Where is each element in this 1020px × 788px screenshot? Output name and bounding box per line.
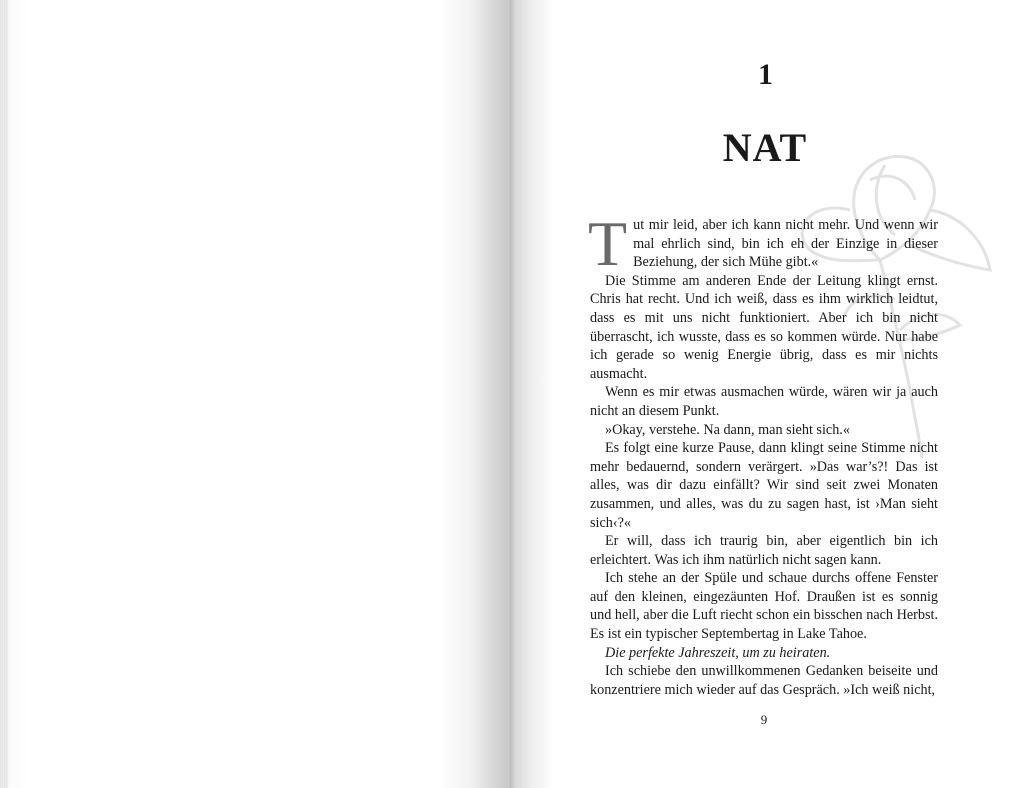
paragraph-5: Es folgt eine kurze Pause, dann klingt seine Stimme nicht mehr bedauernd, sondern verärgert. »Das war’s?! Das ist alles, was dir dazu einfällt? Wir sind seit zwei Monaten zusammen, und alles, was du zu sagen hast, ist ›Man sieht sich‹?« xyxy=(590,440,938,531)
paragraph-6: Er will, dass ich traurig bin, aber eigentlich bin ich erleichtert. Was ich ihm natürlich nicht sagen kann. xyxy=(590,533,938,568)
paragraph-7: Ich stehe an der Spüle und schaue durchs offene Fenster auf den kleinen, eingezäunten Hof. Draußen ist es sonnig und hell, aber die Luft riecht schon ein bisschen nach Herbst. Es ist ein typischer Septembertag in Lake Tahoe. xyxy=(590,570,938,643)
drop-cap: T xyxy=(588,208,628,279)
chapter-text xyxy=(588,208,938,699)
paragraph-4: »Okay, verstehe. Na dann, man sieht sich.« xyxy=(605,421,850,438)
page-number: 9 xyxy=(760,712,768,727)
paragraph-9: Ich schiebe den unwillkommenen Gedanken beiseite und konzentriere mich wieder auf das Gespräch. »Ich weiß nicht, xyxy=(590,663,938,698)
chapter-number: 1 xyxy=(758,58,774,91)
paragraph-1 xyxy=(588,208,938,279)
paragraph-8-italic: Die perfekte Jahreszeit, um zu heiraten. xyxy=(605,644,831,661)
paragraph-2: Die Stimme am anderen Ende der Leitung klingt ernst. Chris hat recht. Und ich weiß, dass es ihm wirklich leidtut, dass es mit uns nicht funktioniert. Aber ich bin nicht überrascht, ich wusste, dass es so kommen würde. Nur habe ich gerade so wenig Energie übrig, dass es mir nichts ausmacht. xyxy=(590,272,938,382)
chapter-title: NAT xyxy=(722,125,808,170)
page-edge xyxy=(0,0,8,788)
paragraph-3: Wenn es mir etwas ausmachen würde, wären wir ja auch nicht an diesem Punkt. xyxy=(590,384,938,419)
paragraph-text: ut mir leid, aber ich kann nicht mehr. Und wenn wir mal ehrlich sind, bin ich eh der Einzige in dieser Beziehung, der sich Mühe gibt.« xyxy=(633,217,938,271)
